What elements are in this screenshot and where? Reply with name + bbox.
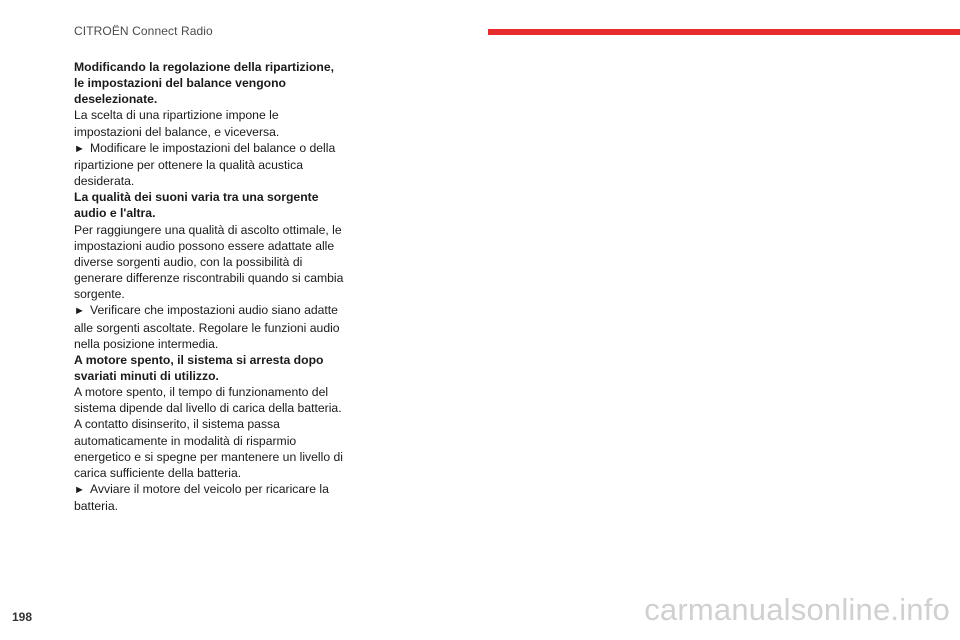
- bullet-item-balance: [74, 140, 344, 189]
- paragraph-motore-info: A motore spento, il tempo di funzionamento del sistema dipende dal livello di carica della batteria.: [74, 385, 342, 416]
- bullet-item-avviare: [74, 481, 344, 514]
- header-accent-bar: [488, 29, 960, 35]
- arrow-bullet-icon: ►: [74, 484, 85, 497]
- paragraph-heading-qualita: La qualità dei suoni varia tra una sorgente audio e l'altra.: [74, 190, 319, 221]
- paragraph-qualita-info: Per raggiungere una qualità di ascolto ottimale, le impostazioni audio possono essere adattate alle diverse sorgenti audio, con la possibilità di generare differenze riscontrabili quando si cambia sorgente.: [74, 222, 344, 302]
- bullet-item-text: Verificare che impostazioni audio siano adatte alle sorgenti ascoltate. Regolare le funzioni audio nella posizione intermedia.: [74, 303, 340, 351]
- bullet-item-text: Modificare le impostazioni del balance o della ripartizione per ottenere la qualità acustica desiderata.: [74, 140, 336, 189]
- watermark: carmanualsonline.info: [644, 592, 950, 627]
- header-title: CITROËN Connect Radio: [74, 24, 213, 38]
- paragraph-contatto-info: A contatto disinserito, il sistema passa automaticamente in modalità di risparmio energetico e si spegne per mantenere un livello di carica sufficiente della batteria.: [74, 417, 343, 480]
- paragraph-heading-motore: A motore spento, il sistema si arresta dopo svariati minuti di utilizzo.: [74, 352, 324, 383]
- bullet-item-verificare: [74, 302, 344, 351]
- document-body: [74, 59, 344, 514]
- paragraph-heading-ripartizione: Modificando la regolazione della ripartizione, le impostazioni del balance vengono deselezionate.: [74, 60, 335, 107]
- arrow-bullet-icon: ►: [74, 305, 85, 318]
- paragraph-ripartizione-info: La scelta di una ripartizione impone le impostazioni del balance, e viceversa.: [74, 108, 280, 139]
- page-number: 198: [12, 610, 33, 624]
- arrow-bullet-icon: ►: [74, 142, 85, 155]
- bullet-item-text: Avviare il motore del veicolo per ricaricare la batteria.: [74, 482, 329, 514]
